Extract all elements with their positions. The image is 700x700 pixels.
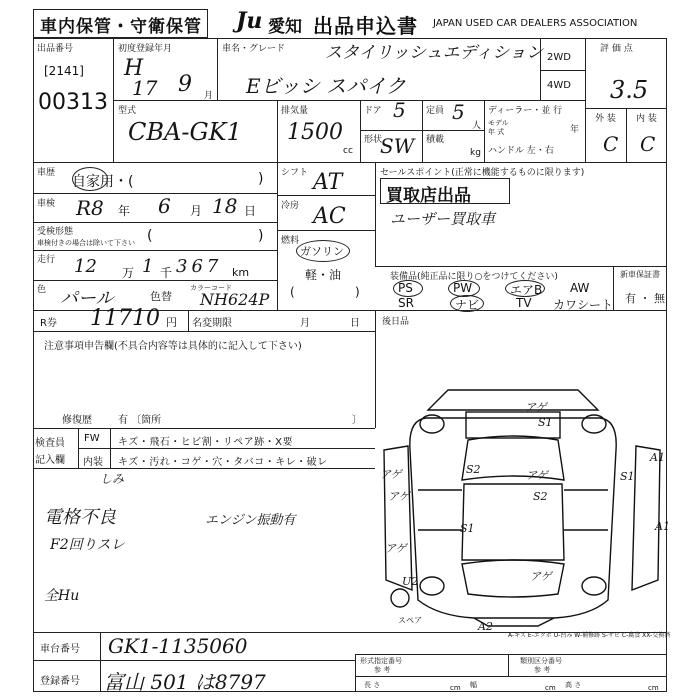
shift-label: シフト <box>281 168 309 178</box>
interior-inspect-label: 内装 <box>83 457 103 468</box>
height-label: 高 さ <box>565 681 582 689</box>
expiry-month: 月 <box>300 318 310 329</box>
mileage-man: 12 <box>74 256 97 277</box>
mileage-label: 走行 <box>37 255 56 265</box>
note-allhu: 全Hu <box>44 588 80 604</box>
dealer-parallel: ディーラー・並 行 <box>488 106 563 116</box>
interior-grade: C <box>640 132 656 156</box>
history-value: 自家用・( <box>72 174 134 190</box>
first-reg-month-unit: 月 <box>204 91 214 101</box>
model-year-unit: 年 <box>570 125 580 135</box>
r-ticket-unit: 円 <box>166 316 177 329</box>
mileage-unit: km <box>232 266 250 279</box>
inspection-day-unit: 日 <box>244 204 257 218</box>
exterior-grade: C <box>603 132 619 156</box>
acceptance-note: 車検付きの場合は除いて下さい <box>37 239 135 247</box>
history-close: ) <box>258 171 264 187</box>
later-items-label: 後日品 <box>382 317 410 327</box>
inspection-day: 18 <box>212 194 238 218</box>
load-unit: kg <box>470 148 481 158</box>
equip-pw: PW <box>453 281 473 295</box>
remarks-label: 注意事項申告欄(不具合内容等は具体的に記入して下さい) <box>44 341 302 352</box>
chassis-label: 車台番号 <box>40 644 80 655</box>
equipment-label: 装備品(純正品に限り○をつけてください) <box>390 272 558 282</box>
displacement: 1500 <box>287 120 343 145</box>
inspection-label: 車検 <box>37 199 56 209</box>
spare-label: スペア <box>398 616 422 625</box>
storage-badge: 車内保管・守衛保管 <box>40 17 202 37</box>
load-label: 積載 <box>426 135 445 145</box>
first-reg-year: 17 <box>132 76 158 100</box>
form-title: 出品申込書 <box>313 14 418 38</box>
mileage-sen-unit: 千 <box>160 266 173 280</box>
fw-items: キズ・飛石・ヒビ割・リペア跡・X要 <box>118 437 293 448</box>
type-designation-ref: 参 考 <box>374 666 391 674</box>
equip-ps-circle <box>393 280 423 297</box>
r-ticket-label: R券 <box>40 318 57 329</box>
repair-history-value: 有 〔箇所 <box>118 415 162 426</box>
equip-airbag-circle <box>505 280 545 297</box>
interior-items: キズ・汚れ・コゲ・穴・タバコ・キレ・破レ <box>118 457 328 468</box>
grade-text: スタイリッシュエディション <box>325 43 543 63</box>
damage-label-7: S1 <box>460 522 475 535</box>
damage-label-4: S2 <box>533 490 548 503</box>
capacity-label: 定員 <box>426 106 445 116</box>
note-engine: エンジン振動有 <box>205 513 296 528</box>
model-code: CBA-GK1 <box>128 118 242 146</box>
first-reg-era: H <box>124 56 144 81</box>
fw-label: FW <box>84 433 100 444</box>
doors: 5 <box>393 98 406 122</box>
exterior-label: 外 装 <box>595 114 616 124</box>
displacement-label: 排気量 <box>281 106 309 116</box>
ju-logo: Ju <box>236 8 263 34</box>
height-unit: cm <box>648 684 659 692</box>
fuel-other: 軽・油 <box>305 268 342 282</box>
equip-ps: PS <box>398 281 413 295</box>
shift-value: AT <box>313 170 343 195</box>
expiry-day: 日 <box>350 318 360 329</box>
damage-label-14: アゲ <box>380 468 402 481</box>
width-label: 幅 <box>470 681 477 689</box>
inspector-label: 検査員 <box>35 438 65 449</box>
history-circle <box>72 167 108 191</box>
sales-point-label: セールスポイント(正常に機能するものに限ります) <box>380 168 585 178</box>
equip-tv: TV <box>516 296 532 310</box>
r-ticket-value: 11710 <box>90 306 160 331</box>
first-reg-month: 9 <box>178 72 192 97</box>
capacity-unit: 人 <box>472 121 482 131</box>
equip-navi: ナビ <box>455 298 480 312</box>
ac-label: 冷房 <box>281 201 300 211</box>
lot-code: [2141] <box>44 64 84 78</box>
fuel-label: 燃料 <box>281 236 300 246</box>
damage-label-2: S1 <box>538 416 553 429</box>
damage-label-13: A1 <box>655 520 670 533</box>
buy-store: 買取店出品 <box>386 186 471 206</box>
mileage-man-unit: 万 <box>122 266 135 280</box>
inspection-year-unit: 年 <box>118 204 131 218</box>
doors-label: ドア <box>364 106 382 116</box>
model-year-label: 年 式 <box>488 128 505 136</box>
acceptance-label: 受検形態 <box>37 227 74 237</box>
grade-score-label: 評 価 点 <box>600 44 633 54</box>
damage-label-10: U2 <box>402 575 419 588</box>
plate-label: 登録番号 <box>40 676 80 687</box>
grade-score: 3.5 <box>610 76 649 104</box>
damage-label-5: S2 <box>466 463 481 476</box>
damage-label-6: アゲ <box>388 490 410 503</box>
damage-label-8: アゲ <box>385 542 407 555</box>
recycle-label: 新車保証書 <box>620 270 660 279</box>
association-name: JAPAN USED CAR DEALERS ASSOCIATION <box>433 18 638 29</box>
color-value: パール <box>60 288 114 309</box>
equip-leather: カワシート <box>553 298 614 312</box>
equip-airbag: エアB <box>510 283 543 297</box>
note-f2: F2回りスレ <box>50 537 125 553</box>
note-mirror: 電格不良 <box>44 507 116 528</box>
shape-label: 形状 <box>364 135 383 145</box>
length-label: 長 さ <box>364 681 381 689</box>
capacity: 5 <box>452 100 465 124</box>
inspection-era: R8 <box>76 196 104 220</box>
damage-label-12: A1 <box>650 451 665 464</box>
color-code-label: カラーコード <box>190 284 232 292</box>
drive-4wd: 4WD <box>547 80 571 91</box>
type-designation-label: 形式指定番号 <box>360 657 402 665</box>
inspection-month-unit: 月 <box>190 204 203 218</box>
model-label: モデル <box>488 119 509 127</box>
ac-value: AC <box>313 204 346 229</box>
shape: SW <box>380 134 415 158</box>
lot-number-label: 出品番号 <box>37 44 74 54</box>
repair-history-close: 〕 <box>352 415 362 426</box>
model-name-text: Eビッシ スパイク <box>246 74 406 98</box>
acceptance-paren-close: ) <box>258 228 264 244</box>
model-name-label: 車名・グレード <box>222 44 286 54</box>
damage-label-9: アゲ <box>530 570 552 583</box>
inspector-entry-label: 記入欄 <box>35 455 65 466</box>
lot-number: 00313 <box>38 90 108 115</box>
chassis-number: GK1-1135060 <box>108 634 248 658</box>
first-reg-label: 初度登録年月 <box>118 44 173 54</box>
width-unit: cm <box>545 684 556 692</box>
length-unit: cm <box>450 684 461 692</box>
logo-place: 愛知 <box>268 17 302 37</box>
equip-aw: AW <box>570 281 590 295</box>
car-damage-diagram <box>378 380 667 630</box>
expiry-label: 名変期限 <box>192 318 232 329</box>
mileage-rest: 367 <box>176 256 223 277</box>
class-number-label: 類別区分番号 <box>520 657 562 665</box>
drive-2wd: 2WD <box>547 52 571 63</box>
plate-number: 富山 501 は8797 <box>104 670 266 694</box>
history-label: 車歴 <box>37 168 56 178</box>
color-code: NH624P <box>200 290 270 309</box>
recycle-yes-no: 有 ・ 無 <box>625 292 665 305</box>
class-number-ref: 参 考 <box>534 666 551 674</box>
damage-legend: A-キズ E-エクボ U-凹み W-補修跡 S-サビ C-腐食 XX-交換済 <box>508 632 671 639</box>
acceptance-paren-open: ( <box>147 228 153 244</box>
fuel-circle <box>296 240 350 262</box>
interior-label: 内 装 <box>636 114 657 124</box>
inspection-month: 6 <box>158 194 171 218</box>
repair-history-label: 修復歴 <box>62 415 92 426</box>
handle-label: ハンドル 左・右 <box>488 146 554 156</box>
sales-point-note: ユーザー買取車 <box>390 210 496 228</box>
damage-label-3: アゲ <box>526 469 548 482</box>
fuel-paren-close: ) <box>355 285 360 299</box>
model-code-label: 型式 <box>118 106 137 116</box>
equip-sr: SR <box>398 296 414 310</box>
damage-label-1: アゲ <box>525 401 547 414</box>
fuel-value: ガソリン <box>300 245 344 258</box>
displacement-unit: cc <box>343 146 353 156</box>
note-stain: しみ <box>100 472 125 486</box>
color-label: 色 <box>37 285 47 295</box>
paint-label: 色替 <box>150 290 172 303</box>
mileage-sen: 1 <box>142 256 154 277</box>
damage-label-15: S1 <box>620 470 635 483</box>
damage-label-11: A2 <box>478 620 493 633</box>
fuel-paren-open: ( <box>290 285 295 299</box>
